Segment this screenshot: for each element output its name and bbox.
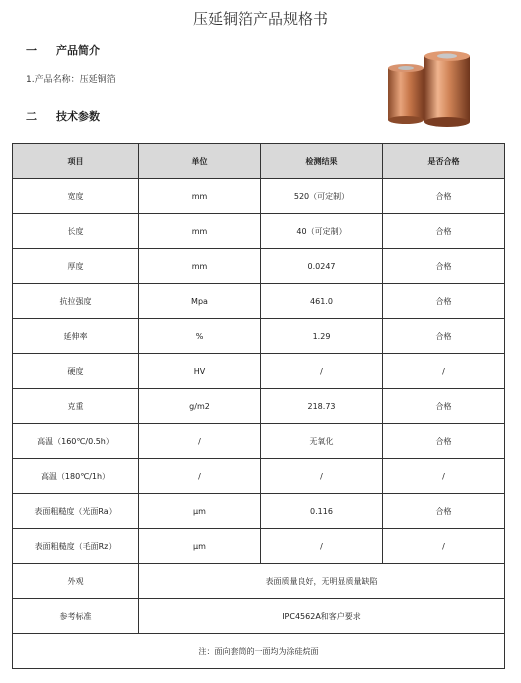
table-row bbox=[13, 529, 505, 564]
section-heading-specs bbox=[26, 108, 100, 124]
standard-label: 参考标准 bbox=[13, 599, 139, 634]
product-name-line: 1.产品名称：压延铜箔 bbox=[26, 75, 116, 85]
table-cell: 抗拉强度 bbox=[13, 284, 139, 319]
table-cell: 0.0247 bbox=[261, 249, 383, 284]
table-row bbox=[13, 319, 505, 354]
table-cell: / bbox=[383, 354, 505, 389]
table-cell: HV bbox=[139, 354, 261, 389]
table-cell: 合格 bbox=[383, 214, 505, 249]
table-cell: 461.0 bbox=[261, 284, 383, 319]
spec-table bbox=[12, 143, 505, 669]
table-cell: 高温（160℃/0.5h） bbox=[13, 424, 139, 459]
table-cell: 合格 bbox=[383, 284, 505, 319]
table-cell: % bbox=[139, 319, 261, 354]
table-cell: 表面粗糙度（光面Ra） bbox=[13, 494, 139, 529]
table-cell: 合格 bbox=[383, 319, 505, 354]
table-cell: μm bbox=[139, 529, 261, 564]
table-row bbox=[13, 424, 505, 459]
table-row bbox=[13, 459, 505, 494]
appearance-label: 外观 bbox=[13, 564, 139, 599]
table-cell: 宽度 bbox=[13, 179, 139, 214]
table-row bbox=[13, 214, 505, 249]
table-cell: 40（可定制） bbox=[261, 214, 383, 249]
table-row bbox=[13, 284, 505, 319]
table-cell: 高温（180℃/1h） bbox=[13, 459, 139, 494]
table-cell: 合格 bbox=[383, 179, 505, 214]
table-row bbox=[13, 354, 505, 389]
table-cell: Mpa bbox=[139, 284, 261, 319]
column-header: 项目 bbox=[13, 144, 139, 179]
table-cell: 218.73 bbox=[261, 389, 383, 424]
table-cell: 520（可定制） bbox=[261, 179, 383, 214]
copper-foil-rolls-image bbox=[384, 48, 502, 128]
table-cell: 厚度 bbox=[13, 249, 139, 284]
section-heading-intro bbox=[26, 42, 100, 58]
section-label: 技术参数 bbox=[56, 110, 100, 123]
table-cell: mm bbox=[139, 179, 261, 214]
table-cell: / bbox=[261, 459, 383, 494]
table-row bbox=[13, 249, 505, 284]
table-cell: / bbox=[139, 424, 261, 459]
table-row bbox=[13, 389, 505, 424]
table-cell: 1.29 bbox=[261, 319, 383, 354]
table-cell: 表面粗糙度（毛面Rz） bbox=[13, 529, 139, 564]
table-cell: 硬度 bbox=[13, 354, 139, 389]
column-header: 检测结果 bbox=[261, 144, 383, 179]
table-cell: 0.116 bbox=[261, 494, 383, 529]
standard-value: IPC4562A和客户要求 bbox=[139, 599, 505, 634]
table-cell: 合格 bbox=[383, 389, 505, 424]
table-cell: 长度 bbox=[13, 214, 139, 249]
section-number: 二 bbox=[26, 110, 37, 123]
appearance-row bbox=[13, 564, 505, 599]
table-cell: / bbox=[261, 354, 383, 389]
table-cell: 合格 bbox=[383, 424, 505, 459]
table-cell: 合格 bbox=[383, 249, 505, 284]
section-label: 产品简介 bbox=[56, 44, 100, 57]
note-row bbox=[13, 634, 505, 669]
table-cell: mm bbox=[139, 249, 261, 284]
table-cell: μm bbox=[139, 494, 261, 529]
table-cell: g/m2 bbox=[139, 389, 261, 424]
standard-row bbox=[13, 599, 505, 634]
column-header: 是否合格 bbox=[383, 144, 505, 179]
table-cell: / bbox=[383, 529, 505, 564]
table-cell: 克重 bbox=[13, 389, 139, 424]
column-header: 单位 bbox=[139, 144, 261, 179]
table-row bbox=[13, 179, 505, 214]
page-title: 压延铜箔产品规格书 bbox=[192, 10, 328, 28]
table-row bbox=[13, 494, 505, 529]
appearance-value: 表面质量良好，无明显质量缺陷 bbox=[139, 564, 505, 599]
note-cell: 注：面向套筒的一面均为涂硅烷面 bbox=[13, 634, 505, 669]
table-cell: 合格 bbox=[383, 494, 505, 529]
table-header-row bbox=[13, 144, 505, 179]
section-number: 一 bbox=[26, 44, 37, 57]
table-cell: / bbox=[261, 529, 383, 564]
table-cell: 延伸率 bbox=[13, 319, 139, 354]
table-cell: 无氧化 bbox=[261, 424, 383, 459]
table-cell: / bbox=[383, 459, 505, 494]
table-cell: mm bbox=[139, 214, 261, 249]
table-cell: / bbox=[139, 459, 261, 494]
